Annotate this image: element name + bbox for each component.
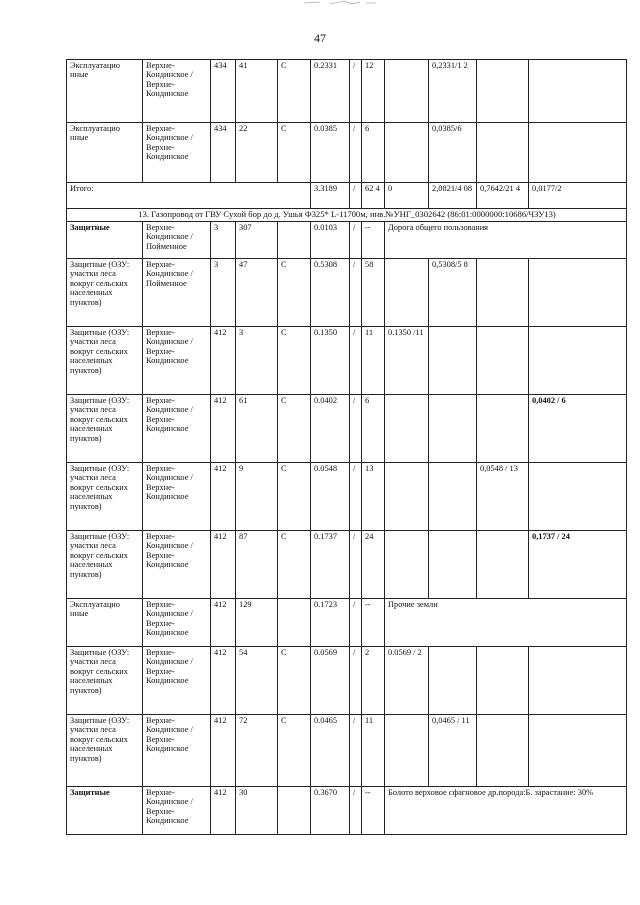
table-cell: 0,0177/2 bbox=[529, 183, 627, 209]
table-row bbox=[67, 647, 627, 715]
table-cell bbox=[477, 123, 529, 183]
table-cell bbox=[529, 259, 627, 327]
table-cell bbox=[429, 531, 477, 599]
table-cell: / bbox=[350, 259, 362, 327]
table-cell: 0,0465 / 11 bbox=[429, 715, 477, 787]
table-cell bbox=[385, 531, 429, 599]
table-cell: / bbox=[350, 531, 362, 599]
table-cell: Защитные (ОЗУ: участки леса вокруг сельских населенных пунктов) bbox=[67, 259, 143, 327]
table-cell: 412 bbox=[211, 463, 236, 531]
table-cell: 0,7642/21 4 bbox=[477, 183, 529, 209]
table-cell bbox=[385, 395, 429, 463]
table-cell: 0.1737 bbox=[311, 531, 350, 599]
table-cell bbox=[429, 647, 477, 715]
table-row bbox=[67, 531, 627, 599]
table-cell: 12 bbox=[362, 60, 385, 123]
table-cell bbox=[477, 60, 529, 123]
table-cell: 11 bbox=[362, 327, 385, 395]
table-cell bbox=[477, 259, 529, 327]
table-cell: 72 bbox=[236, 715, 278, 787]
table-cell: Защитные (ОЗУ: участки леса вокруг сельских населенных пунктов) bbox=[67, 715, 143, 787]
table-cell: 3 bbox=[236, 327, 278, 395]
table-cell: 30 bbox=[236, 787, 278, 835]
table-cell bbox=[429, 463, 477, 531]
table-cell: 3.3189 bbox=[311, 183, 350, 209]
scan-artifact bbox=[300, 0, 380, 6]
table-cell: 54 bbox=[236, 647, 278, 715]
table-cell: С bbox=[278, 395, 311, 463]
table-cell: Эксплуатацио нные bbox=[67, 123, 143, 183]
table-cell: Защитные (ОЗУ: участки леса вокруг сельских населенных пунктов) bbox=[67, 327, 143, 395]
table-cell: 0.0385 bbox=[311, 123, 350, 183]
table-row bbox=[67, 715, 627, 787]
table-cell: Защитные bbox=[67, 222, 143, 259]
table-cell: 87 bbox=[236, 531, 278, 599]
table-cell: Верхне-Кондинское / Верхне-Кондинское bbox=[143, 599, 211, 647]
table-cell: С bbox=[278, 123, 311, 183]
table-cell: / bbox=[350, 327, 362, 395]
table-cell bbox=[385, 60, 429, 123]
table-cell: 0.1723 bbox=[311, 599, 350, 647]
table-row bbox=[67, 463, 627, 531]
table-cell: 0,1737 / 24 bbox=[529, 531, 627, 599]
table-cell: 22 bbox=[236, 123, 278, 183]
table-cell: Защитные (ОЗУ: участки леса вокруг сельских населенных пунктов) bbox=[67, 463, 143, 531]
table-cell: 9 bbox=[236, 463, 278, 531]
table-cell: 0.0569 / 2 bbox=[385, 647, 429, 715]
table-cell bbox=[278, 222, 311, 259]
table-row bbox=[67, 327, 627, 395]
table-cell bbox=[529, 123, 627, 183]
table-cell bbox=[529, 647, 627, 715]
table-cell: -- bbox=[362, 787, 385, 835]
table-cell bbox=[385, 715, 429, 787]
table-cell: -- bbox=[362, 222, 385, 259]
table-cell: С bbox=[278, 259, 311, 327]
table-cell: Дорога общего пользования bbox=[385, 222, 627, 259]
table-cell: 0.1350 bbox=[311, 327, 350, 395]
table-cell: 3 bbox=[211, 259, 236, 327]
table-cell: / bbox=[350, 463, 362, 531]
table-cell: / bbox=[350, 787, 362, 835]
table-cell: 129 bbox=[236, 599, 278, 647]
table-cell: С bbox=[278, 327, 311, 395]
table-cell: 412 bbox=[211, 647, 236, 715]
table-cell: Прочие земли bbox=[385, 599, 627, 647]
table-cell: Защитные bbox=[67, 787, 143, 835]
section-title: 13. Газопровод от ГВУ Сухой бор до д. Ушья Ф325* L-11700м, инв.№УНГ_0302642 (86:01:0000000:10686/ЧЗУ13) bbox=[67, 209, 627, 222]
table-cell: / bbox=[350, 60, 362, 123]
forest-plot-table bbox=[66, 59, 627, 835]
table-cell bbox=[477, 327, 529, 395]
table-cell: / bbox=[350, 183, 362, 209]
table-cell bbox=[477, 647, 529, 715]
table-cell: 0,2331/1 2 bbox=[429, 60, 477, 123]
table-cell: / bbox=[350, 647, 362, 715]
table-cell: 47 bbox=[236, 259, 278, 327]
table-cell: 412 bbox=[211, 599, 236, 647]
table-cell: Верхне-Кондинское / Верхне-Кондинское bbox=[143, 395, 211, 463]
table-cell: Болото верховое сфагновое др.порода:Б. зарастание: 30% bbox=[385, 787, 627, 835]
table-cell: 434 bbox=[211, 123, 236, 183]
table-cell: 412 bbox=[211, 327, 236, 395]
table-cell: -- bbox=[362, 599, 385, 647]
table-cell: Защитные (ОЗУ: участки леса вокруг сельских населенных пунктов) bbox=[67, 531, 143, 599]
table-cell: / bbox=[350, 599, 362, 647]
table-cell: 2 bbox=[362, 647, 385, 715]
table-body-section bbox=[67, 209, 627, 222]
table-body-total bbox=[67, 183, 627, 209]
table-cell: С bbox=[278, 715, 311, 787]
table-cell: Верхне-Кондинское / Пойменное bbox=[143, 222, 211, 259]
table-cell: 6 bbox=[362, 395, 385, 463]
table-row bbox=[67, 222, 627, 259]
table-cell: 0.0402 bbox=[311, 395, 350, 463]
table-cell: 13 bbox=[362, 463, 385, 531]
table-cell: 0.0548 bbox=[311, 463, 350, 531]
table-cell: 0,5308/5 8 bbox=[429, 259, 477, 327]
table-cell: 0.5308 bbox=[311, 259, 350, 327]
table-cell: 61 bbox=[236, 395, 278, 463]
table-row bbox=[67, 209, 627, 222]
table-cell: С bbox=[278, 647, 311, 715]
table-cell bbox=[529, 463, 627, 531]
table-cell bbox=[477, 531, 529, 599]
table-cell bbox=[429, 327, 477, 395]
table-cell: Верхне-Кондинское / Верхне-Кондинское bbox=[143, 787, 211, 835]
table-cell: Верхне-Кондинское / Верхне-Кондинское bbox=[143, 531, 211, 599]
table-row bbox=[67, 123, 627, 183]
table-cell: Верхне-Кондинское / Верхне-Кондинское bbox=[143, 327, 211, 395]
table-cell: 11 bbox=[362, 715, 385, 787]
table-cell: / bbox=[350, 395, 362, 463]
table-cell: 0,0402 / 6 bbox=[529, 395, 627, 463]
table-cell bbox=[385, 123, 429, 183]
table-cell: 412 bbox=[211, 787, 236, 835]
table-row bbox=[67, 259, 627, 327]
table-row bbox=[67, 60, 627, 123]
table-row bbox=[67, 395, 627, 463]
table-cell bbox=[278, 787, 311, 835]
table-cell: 412 bbox=[211, 715, 236, 787]
table-cell: С bbox=[278, 60, 311, 123]
table-cell: 58 bbox=[362, 259, 385, 327]
table-cell: 2,0821/4 08 bbox=[429, 183, 477, 209]
table-cell: 0 bbox=[385, 183, 429, 209]
table-cell: / bbox=[350, 222, 362, 259]
table-cell: 62 4 bbox=[362, 183, 385, 209]
table-cell bbox=[278, 599, 311, 647]
table-cell: 307 bbox=[236, 222, 278, 259]
page-number: 47 bbox=[314, 31, 326, 45]
table-cell: 0.0465 bbox=[311, 715, 350, 787]
table-row bbox=[67, 183, 627, 209]
table-cell: 0,0548 / 13 bbox=[477, 463, 529, 531]
table-cell: 0.3670 bbox=[311, 787, 350, 835]
table-cell: 412 bbox=[211, 531, 236, 599]
table-cell bbox=[385, 463, 429, 531]
table-cell: 6 bbox=[362, 123, 385, 183]
table-cell bbox=[477, 395, 529, 463]
table-cell: 0.0103 bbox=[311, 222, 350, 259]
table-row bbox=[67, 787, 627, 835]
table-cell: Верхне-Кондинское / Пойменное bbox=[143, 259, 211, 327]
table-cell bbox=[529, 715, 627, 787]
table-body-top bbox=[67, 60, 627, 183]
table-cell bbox=[429, 395, 477, 463]
table-cell: 434 bbox=[211, 60, 236, 123]
table-cell: 0.1350 /11 bbox=[385, 327, 429, 395]
table-cell: С bbox=[278, 531, 311, 599]
table-cell bbox=[529, 60, 627, 123]
table-cell: 0.0569 bbox=[311, 647, 350, 715]
table-cell: 3 bbox=[211, 222, 236, 259]
table-cell: 0.2331 bbox=[311, 60, 350, 123]
table-cell: 412 bbox=[211, 395, 236, 463]
table-row bbox=[67, 599, 627, 647]
table-cell: Итого: bbox=[67, 183, 311, 209]
table-cell: С bbox=[278, 463, 311, 531]
table-cell: 0,0385/6 bbox=[429, 123, 477, 183]
table-cell: Защитные (ОЗУ: участки леса вокруг сельских населенных пунктов) bbox=[67, 647, 143, 715]
table-cell: Защитные (ОЗУ: участки леса вокруг сельских населенных пунктов) bbox=[67, 395, 143, 463]
table-cell: Верхне-Кондинское / Верхне-Кондинское bbox=[143, 463, 211, 531]
table-cell: / bbox=[350, 715, 362, 787]
table-cell: Эксплуатацио нные bbox=[67, 60, 143, 123]
table-cell bbox=[529, 327, 627, 395]
table-cell bbox=[385, 259, 429, 327]
table-cell: 24 bbox=[362, 531, 385, 599]
table-cell: Верхне-Кондинское / Верхне-Кондинское bbox=[143, 647, 211, 715]
table-cell: / bbox=[350, 123, 362, 183]
table-cell: 41 bbox=[236, 60, 278, 123]
table-cell bbox=[477, 715, 529, 787]
table-body-rows bbox=[67, 222, 627, 835]
table-cell: Верхне-Кондинское / Верхне-Кондинское bbox=[143, 60, 211, 123]
table-cell: Эксплуатацио нные bbox=[67, 599, 143, 647]
table-cell: Верхне-Кондинское / Верхне-Кондинское bbox=[143, 715, 211, 787]
table-cell: Верхне-Кондинское / Верхне-Кондинское bbox=[143, 123, 211, 183]
